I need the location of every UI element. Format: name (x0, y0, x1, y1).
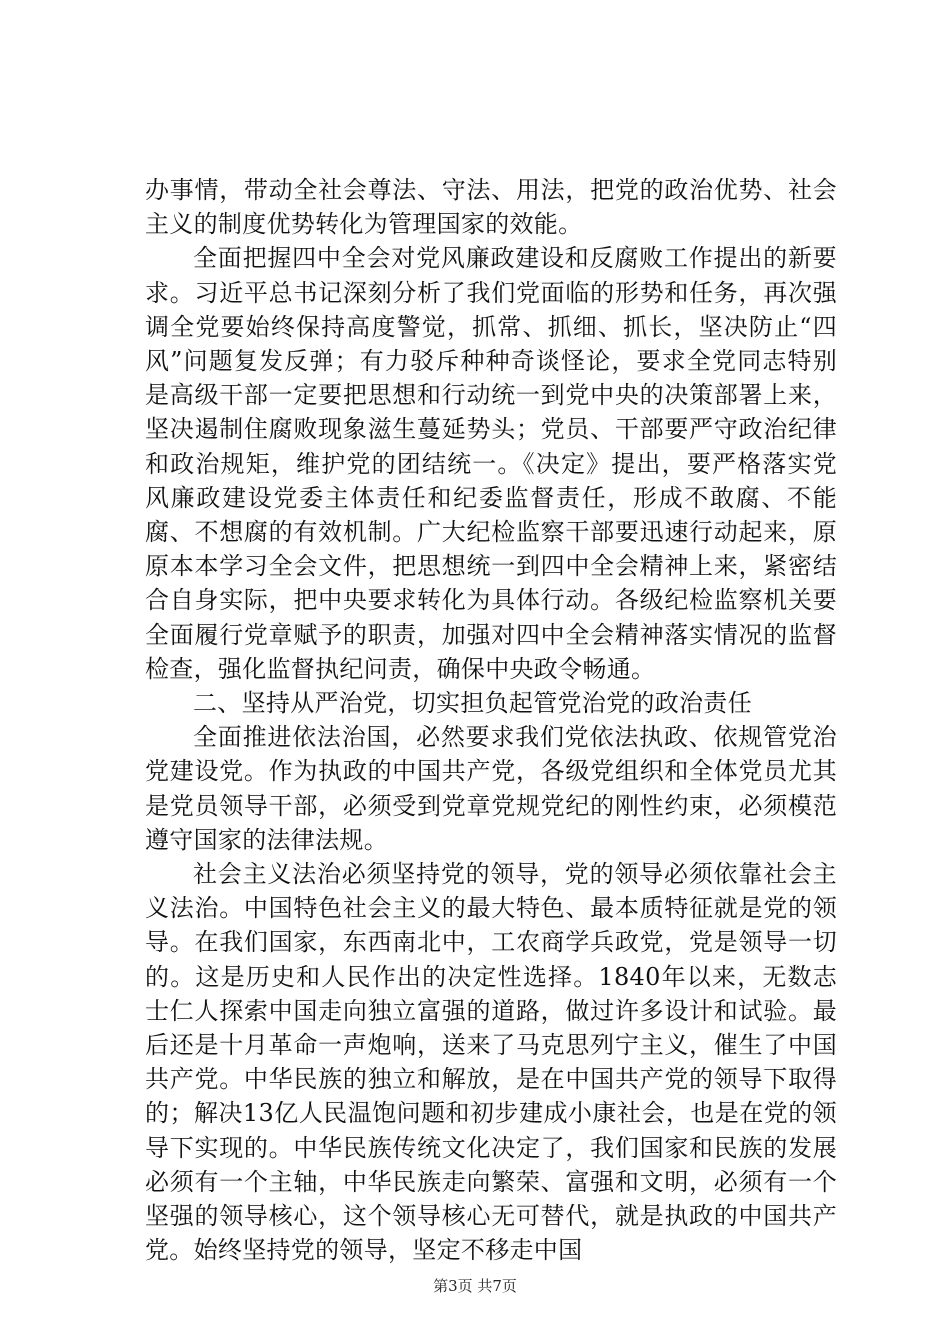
paragraph-rule-of-law: 全面推进依法治国，必然要求我们党依法执政、依规管党治党建设党。作为执政的中国共产党，各级党组织和全体党员尤其是党员领导干部，必须受到党章党规党纪的刚性约束，必须模范遵守国家的法律法规。 (145, 723, 837, 854)
paragraph-party-leadership: 社会主义法治必须坚持党的领导，党的领导必须依靠社会主义法治。中国特色社会主义的最大特色、最本质特征就是党的领导。在我们国家，东西南北中，工农商学兵政党，党是领导一切的。这是历史和人民作出的决定性选择。1840年以来，无数志士仁人探索中国走向独立富强的道路，做过许多设计和试验。最后还是十月革命一声炮响，送来了马克思列宁主义，催生了中国共产党。中华民族的独立和解放，是在中国共产党的领导下取得的；解决13亿人民温饱问题和初步建成小康社会，也是在党的领导下实现的。中华民族传统文化决定了，我们国家和民族的发展必须有一个主轴，中华民族走向繁荣、富强和文明，必须有一个坚强的领导核心，这个领导核心无可替代，就是执政的中国共产党。始终坚持党的领导，坚定不移走中国 (145, 860, 837, 1265)
section-heading-two: 二、坚持从严治党，切实担负起管党治党的政治责任 (193, 689, 752, 718)
paragraph-continued: 办事情，带动全社会尊法、守法、用法，把党的政治优势、社会主义的制度优势转化为管理国家的效能。 (145, 176, 837, 239)
page-number-footer: 第3页 共7页 (433, 1277, 517, 1295)
paragraph-anti-corruption-requirements: 全面把握四中全会对党风廉政建设和反腐败工作提出的新要求。习近平总书记深刻分析了我们党面临的形势和任务，再次强调全党要始终保持高度警觉，抓常、抓细、抓长，坚决防止“四风”问题复发反弹；有力驳斥种种奇谈怪论，要求全党同志特别是高级干部一定要把思想和行动统一到党中央的决策部署上来，坚决遏制住腐败现象滋生蔓延势头；党员、干部要严守政治纪律和政治规矩，维护党的团结统一。《决定》提出，要严格落实党风廉政建设党委主体责任和纪委监督责任，形成不敢腐、不能腐、不想腐的有效机制。广大纪检监察干部要迅速行动起来，原原本本学习全会文件，把思想统一到四中全会精神上来，紧密结合自身实际，把中央要求转化为具体行动。各级纪检监察机关要全面履行党章赋予的职责，加强对四中全会精神落实情况的监督检查，强化监督执纪问责，确保中央政令畅通。 (145, 244, 837, 683)
document-body (145, 173, 837, 1268)
